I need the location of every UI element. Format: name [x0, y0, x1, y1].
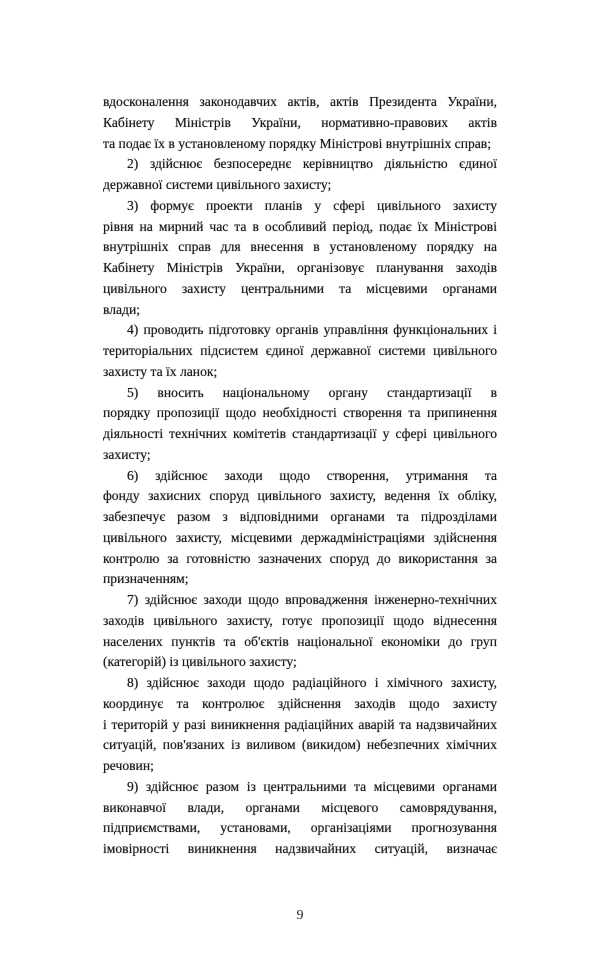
text-line: координує та контролює здійснення заходів щодо захисту — [103, 695, 497, 711]
text-line: заходів цивільного захисту, готує пропозиції щодо віднесення — [103, 612, 497, 628]
text-line: виконавчої влади, органами місцевого самоврядування, — [103, 799, 497, 815]
text-line: підприємствами, установами, організаціями прогнозування — [103, 820, 497, 836]
text-line: 4) проводить підготовку органів управління функціональних і — [127, 322, 497, 338]
text-line: вдосконалення законодавчих актів, актів Президента України, — [103, 94, 497, 109]
text-line: цивільного захисту, місцевими держадміністраціями здійснення — [103, 529, 497, 545]
text-line: ситуацій, пов'язаних із виливом (викидом) небезпечних хімічних — [103, 737, 497, 753]
text-line: населених пунктів та об'єктів національної економіки до груп — [103, 633, 497, 649]
text-line: призначенням; — [103, 571, 189, 587]
text-line: територіальних підсистем єдиної державної системи цивільного — [103, 343, 497, 358]
text-line: забезпечує разом з відповідними органами та підрозділами — [103, 509, 497, 524]
text-line: державної системи цивільного захисту; — [103, 177, 332, 192]
text-line: внутрішніх справ для внесення в установленому порядку на — [103, 239, 497, 255]
text-line: діяльності технічних комітетів стандартизації у сфері цивільного — [103, 426, 497, 441]
text-line: фонду захисних споруд цивільного захисту, ведення їх обліку, — [103, 488, 497, 504]
text-line: влади; — [103, 301, 141, 317]
text-line: 3) формує проекти планів у сфері цивільного захисту — [127, 197, 497, 213]
text-line: 2) здійснює безпосереднє керівництво діяльністю єдиної — [127, 156, 497, 172]
text-line: 9) здійснює разом із центральними та місцевими органами — [127, 778, 497, 794]
text-line: рівня на мирний час та в особливий період, подає їх Міністрові — [103, 218, 497, 234]
text-line: (категорій) із цивільного захисту; — [103, 654, 297, 670]
text-line: 6) здійснює заходи щодо створення, утримання та — [127, 467, 497, 483]
text-line: і територій у разі виникнення радіаційних аварій та надзвичайних — [103, 716, 497, 732]
text-line: 7) здійснює заходи щодо впровадження інженерно-технічних — [127, 592, 497, 607]
text-line: 8) здійснює заходи щодо радіаційного і хімічного захисту, — [127, 675, 497, 690]
text-line: захисту та їх ланок; — [103, 363, 218, 379]
text-line: цивільного захисту центральними та місцевими органами — [103, 280, 497, 296]
text-line: речовин; — [103, 758, 154, 773]
text-line: 5) вносить національному органу стандартизації в — [127, 384, 497, 400]
text-line: Кабінету Міністрів України, організовує планування заходів — [103, 260, 497, 275]
text-line: порядку пропозиції щодо необхідності створення та припинення — [103, 405, 497, 421]
text-line: захисту; — [103, 446, 151, 462]
text-line: імовірності виникнення надзвичайних ситуацій, визначає — [103, 841, 497, 856]
text-line: Кабінету Міністрів України, нормативно-правових актів — [103, 114, 497, 130]
document-body — [103, 92, 497, 860]
text-line: та подає їх в установленому порядку Міністрові внутрішніх справ; — [103, 135, 492, 151]
text-line: контролю за готовністю зазначених споруд до використання за — [103, 550, 497, 566]
page-number: 9 — [296, 908, 304, 923]
